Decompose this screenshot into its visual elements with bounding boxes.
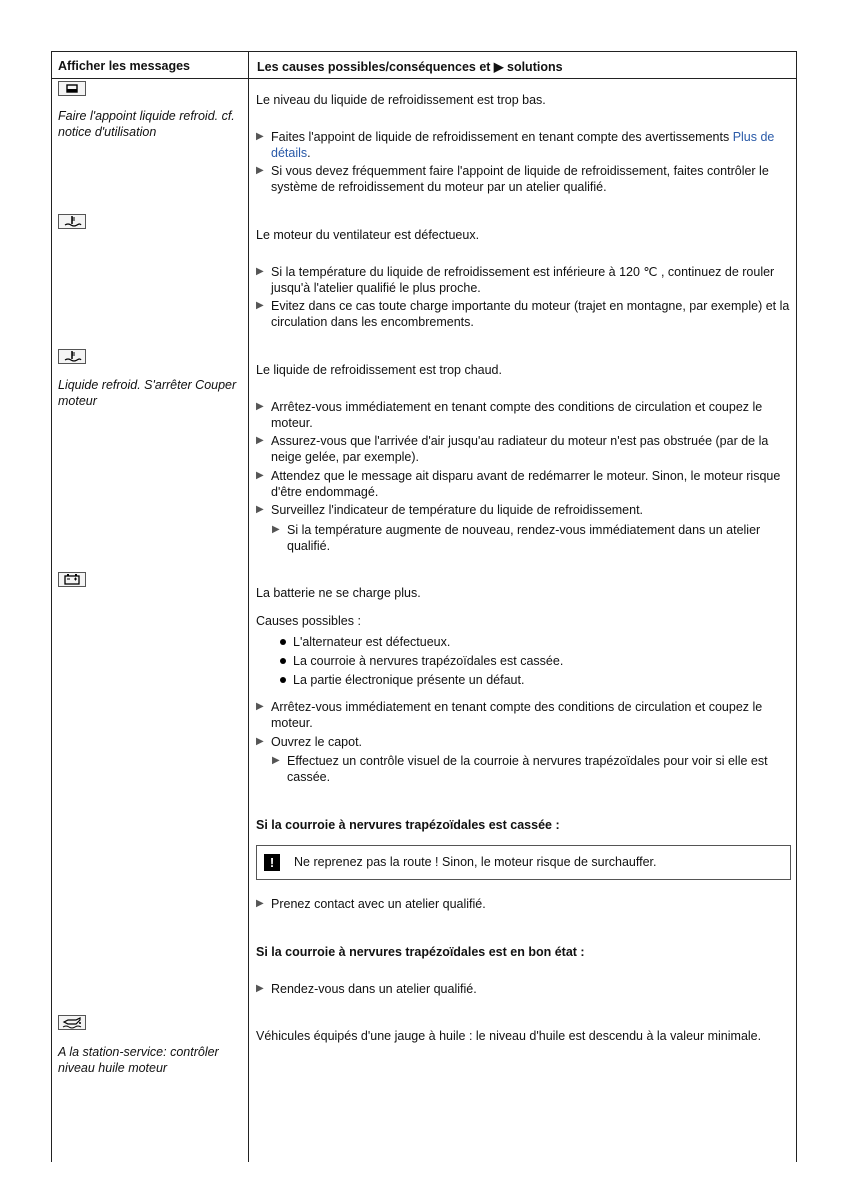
cause-fan: Le moteur du ventilateur est défectueux. (256, 228, 480, 242)
step-text: Rendez-vous dans un atelier qualifié. (271, 982, 477, 996)
step-text: Arrêtez-vous immédiatement en tenant compte des conditions de circulation et coupez le moteur. (271, 400, 763, 430)
arrow-icon: ▶ (256, 701, 264, 712)
warning-text: Ne reprenez pas la route ! Sinon, le moteur risque de surchauffer. (294, 855, 657, 869)
cause-coolant-low: Le niveau du liquide de refroidissement est trop bas. (256, 93, 546, 107)
header-causes-solutions: Les causes possibles/conséquences et ▶ solutions (257, 60, 563, 74)
step-text: Si vous devez fréquemment faire l'appoint de liquide de refroidissement, faites contrôler le système de refroidissement du moteur par un atelier qualifié. (271, 164, 769, 194)
causes-label: Causes possibles : (256, 614, 361, 628)
step-coolant-hot-2 (256, 433, 790, 465)
bullet-dot-icon (280, 639, 286, 645)
arrow-icon: ▶ (256, 165, 264, 176)
warning-exclamation-icon: ! (264, 854, 280, 871)
cause-item (279, 634, 789, 650)
step-coolant-low-1: ▶ Faites l'appoint de liquide de refroidissement en tenant compte des avertissements Plus de détails. (256, 130, 775, 160)
step-coolant-hot-3 (256, 468, 790, 500)
step-text: Surveillez l'indicateur de température du liquide de refroidissement. (271, 503, 644, 517)
arrow-icon: ▶ (256, 470, 264, 481)
arrow-icon: ▶ (256, 435, 264, 446)
battery-icon (58, 572, 86, 587)
cause-coolant-hot: Le liquide de refroidissement est trop chaud. (256, 363, 502, 377)
message-oil: A la station-service: contrôler niveau huile moteur (58, 1045, 219, 1075)
cause-text: La courroie à nervures trapézoïdales est cassée. (293, 654, 564, 668)
cause-item (279, 653, 789, 669)
arrow-icon: ▶ (256, 131, 264, 142)
step-coolant-hot-4 (256, 502, 790, 518)
step-text: Effectuez un contrôle visuel de la courroie à nervures trapézoïdales pour voir si elle est cassée. (287, 754, 768, 784)
message-coolant-low: Faire l'appoint liquide refroid. cf. notice d'utilisation (58, 109, 235, 139)
step-coolant-hot-1 (256, 399, 790, 431)
step-text: Assurez-vous que l'arrivée d'air jusqu'au radiateur du moteur n'est pas obstruée (par de la neige gelée, par exemple). (271, 434, 769, 464)
step-fan-1 (256, 264, 790, 296)
step-text: Prenez contact avec un atelier qualifié. (271, 897, 486, 911)
step-text: Evitez dans ce cas toute charge importante du moteur (trajet en montagne, par exemple) et la circulation dans les encombrements. (271, 299, 790, 329)
step-belt-ok (256, 981, 790, 997)
step-belt-broken (256, 896, 790, 912)
step-coolant-low-2 (256, 163, 790, 195)
column-divider (248, 52, 249, 1162)
substep-battery (272, 753, 790, 785)
arrow-icon: ▶ (256, 300, 264, 311)
oil-level-icon (58, 1015, 86, 1030)
bullet-dot-icon (280, 658, 286, 664)
step-text: Si la température du liquide de refroidissement est inférieure à 120 ℃ , continuez de rouler jusqu'à l'atelier qualifié le plus proche. (271, 265, 775, 295)
step-text: Attendez que le message ait disparu avant de redémarrer le moteur. Sinon, le moteur risque d'être endommagé. (271, 469, 781, 499)
arrow-icon: ▶ (256, 983, 264, 994)
message-coolant-hot: Liquide refroid. S'arrêter Couper moteur (58, 378, 237, 408)
cause-text: L'alternateur est défectueux. (293, 635, 451, 649)
step-battery-2 (256, 734, 790, 750)
step-battery-1 (256, 699, 790, 731)
coolant-reservoir-icon (58, 81, 86, 96)
substep-coolant-hot (272, 522, 790, 554)
heading-belt-broken: Si la courroie à nervures trapézoïdales est cassée : (256, 818, 560, 832)
coolant-temperature-icon (58, 349, 86, 364)
arrow-icon: ▶ (256, 504, 264, 515)
step-text: Arrêtez-vous immédiatement en tenant compte des conditions de circulation et coupez le moteur. (271, 700, 763, 730)
warning-box (256, 845, 791, 880)
arrow-icon: ▶ (256, 266, 264, 277)
arrow-icon: ▶ (256, 898, 264, 909)
step-text: Si la température augmente de nouveau, rendez-vous immédiatement dans un atelier qualifié. (287, 523, 761, 553)
heading-belt-ok: Si la courroie à nervures trapézoïdales est en bon état : (256, 945, 585, 959)
bullet-dot-icon (280, 677, 286, 683)
cause-oil: Véhicules équipés d'une jauge à huile : le niveau d'huile est descendu à la valeur minimale. (256, 1029, 762, 1043)
step-text: Faites l'appoint de liquide de refroidissement en tenant compte des avertissements (271, 130, 730, 144)
table-header (52, 52, 796, 79)
arrow-icon: ▶ (256, 401, 264, 412)
cause-item (279, 672, 789, 688)
more-details-link[interactable]: Plus de détails (271, 130, 775, 160)
arrow-icon: ▶ (256, 736, 264, 747)
step-fan-2 (256, 298, 790, 330)
header-display-messages: Afficher les messages (58, 59, 191, 73)
arrow-icon: ▶ (272, 755, 280, 766)
cause-text: La partie électronique présente un défaut. (293, 673, 525, 687)
cause-battery: La batterie ne se charge plus. (256, 586, 421, 600)
coolant-temperature-icon (58, 214, 86, 229)
arrow-icon: ▶ (272, 524, 280, 535)
step-text: Ouvrez le capot. (271, 735, 363, 749)
